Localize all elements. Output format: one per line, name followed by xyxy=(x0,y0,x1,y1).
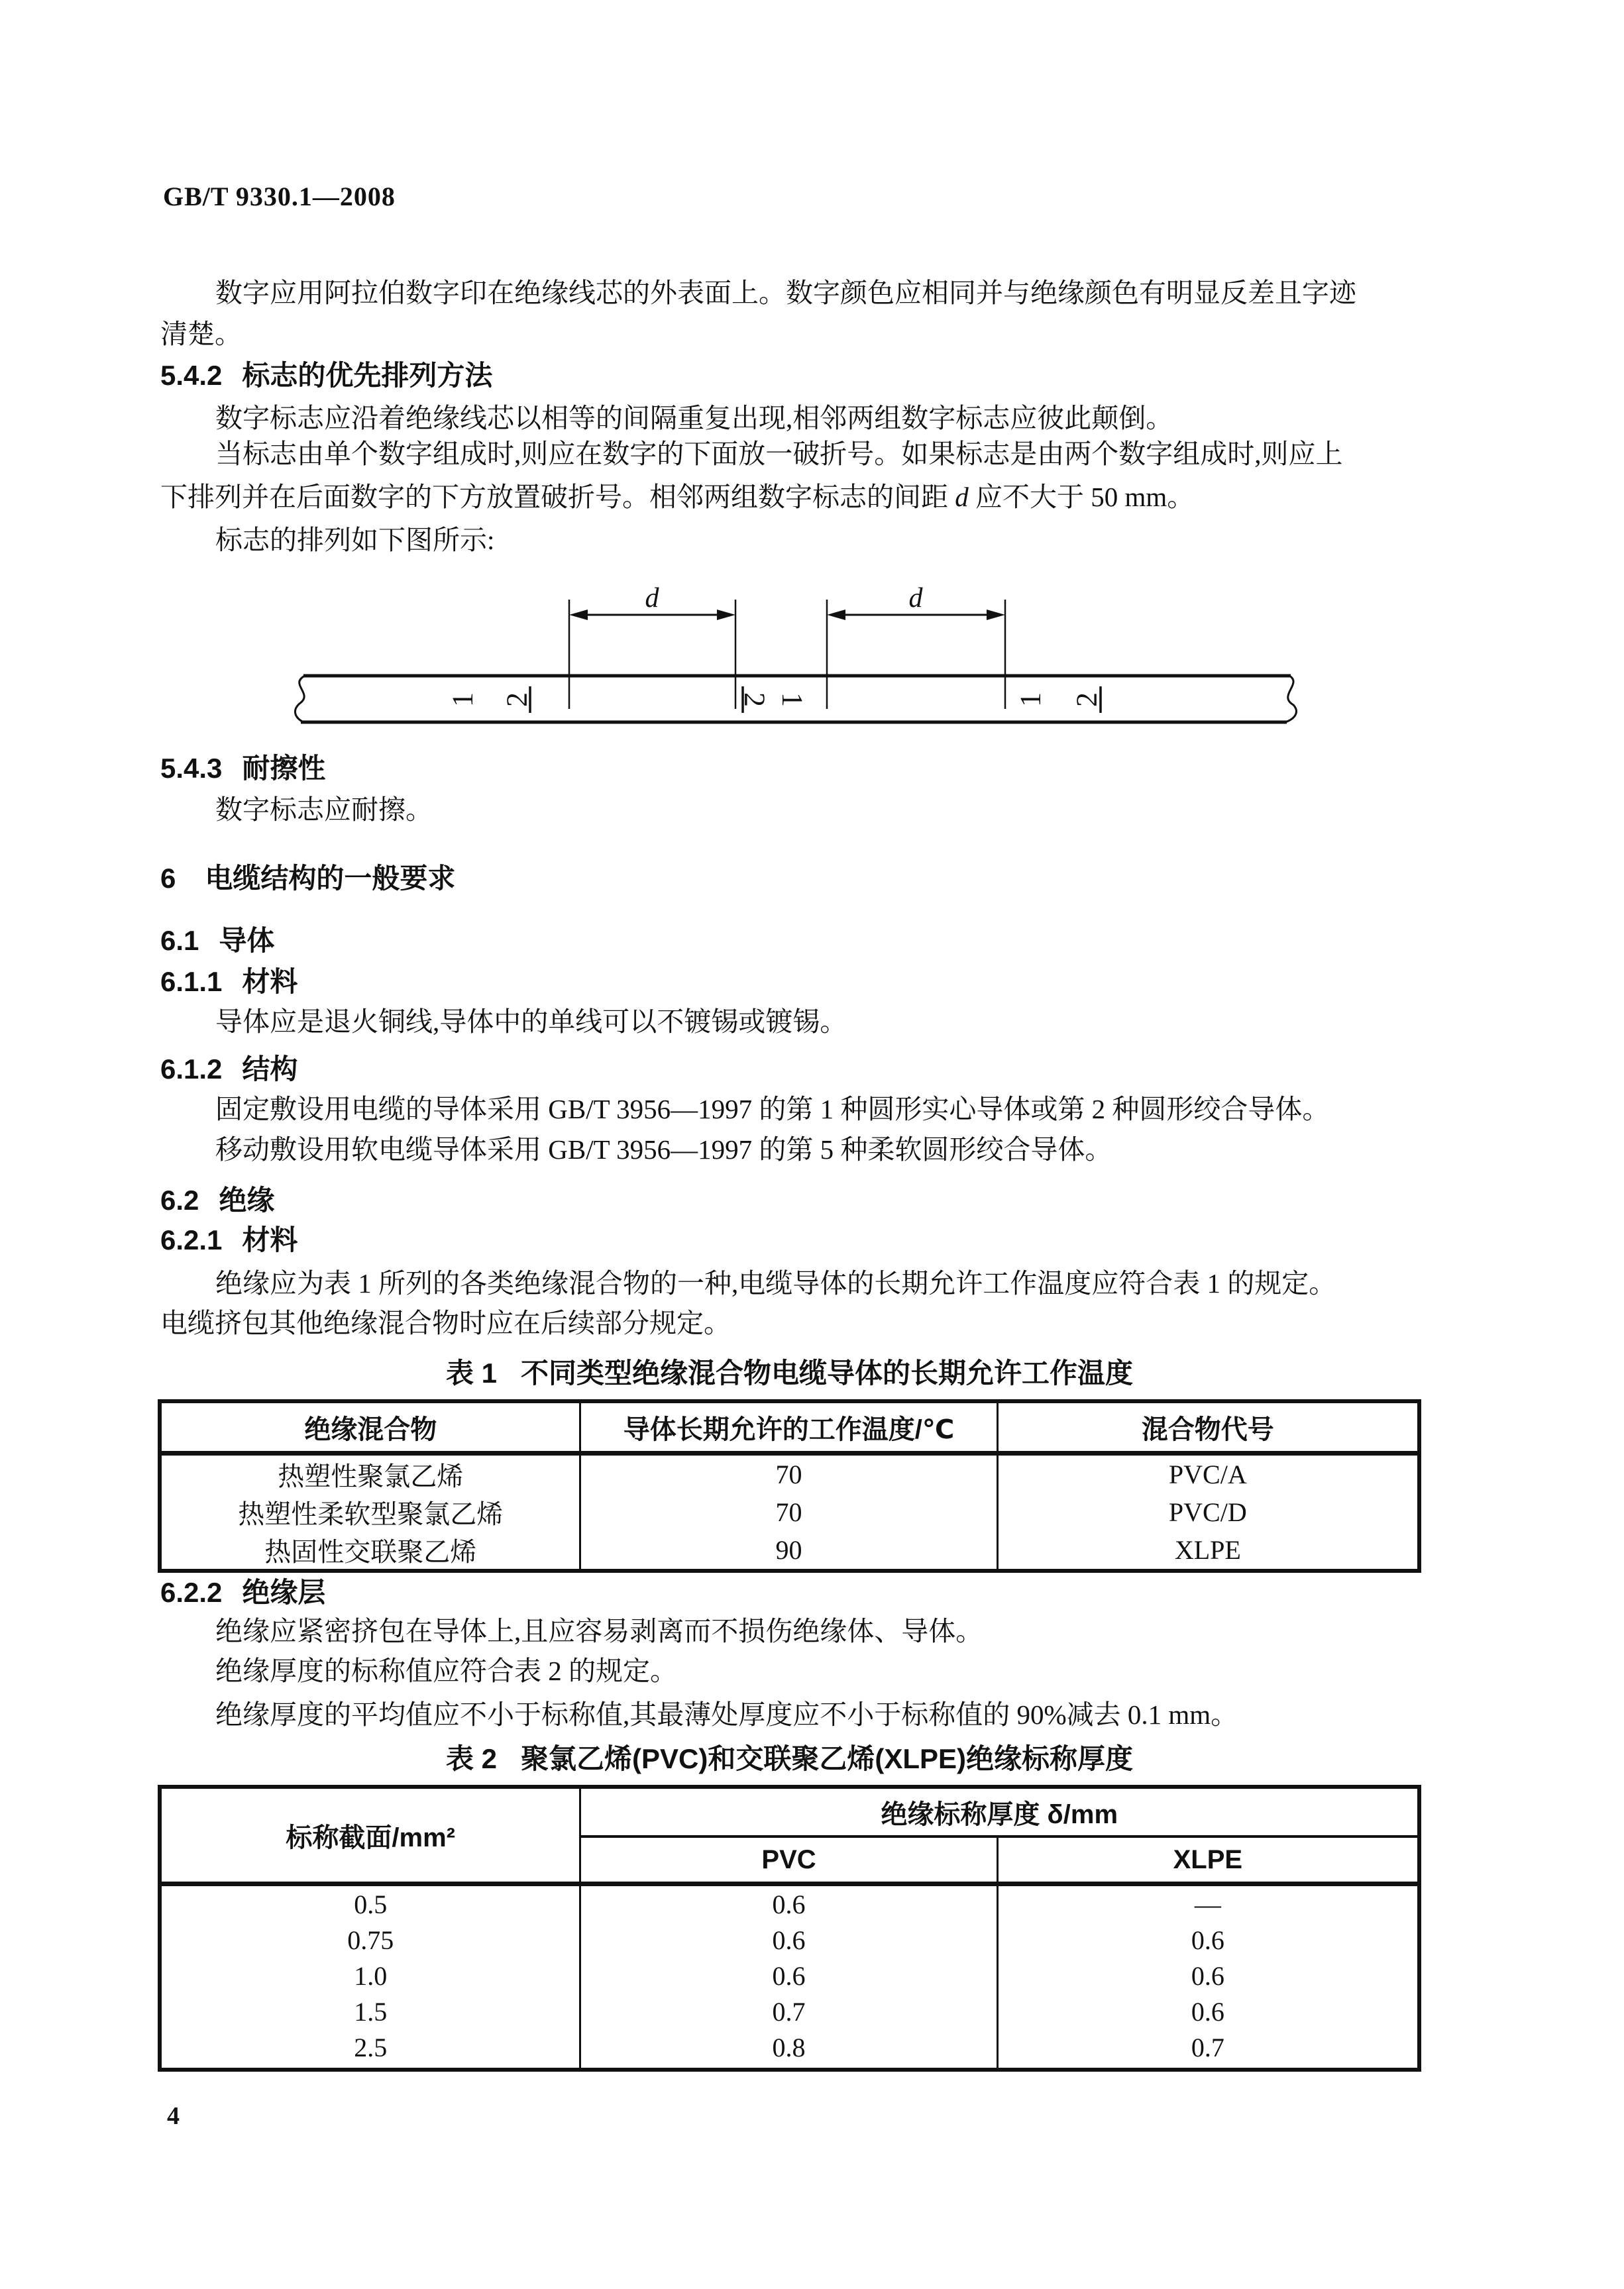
heading-title: 标志的优先排列方法 xyxy=(242,360,493,391)
table-cell: 0.8 xyxy=(580,2029,997,2070)
cable-digit: 2 xyxy=(738,692,771,707)
table-cell: 1.5 xyxy=(354,1996,388,2027)
paragraph-conductor: 导体应是退火铜线,导体中的单线可以不镀锡或镀锡。 xyxy=(215,1006,847,1037)
dash-line2-post: 应不大于 50 mm。 xyxy=(968,482,1195,512)
table-insulation-thickness xyxy=(158,1785,1421,2072)
table-cell: 0.6 xyxy=(997,1958,1419,1994)
heading-6-1-1 xyxy=(160,965,298,1000)
table-cell: 0.6 xyxy=(997,1922,1419,1958)
table-row xyxy=(160,1958,1419,1994)
arrowhead-icon xyxy=(569,610,588,620)
dash-line2-pre: 下排列并在后面数字的下方放置破折号。相邻两组数字标志的间距 xyxy=(160,482,955,512)
table-row xyxy=(160,1884,1419,1923)
heading-title: 材料 xyxy=(242,966,298,997)
table-row xyxy=(160,1994,1419,2029)
table-cell: PVC/A xyxy=(997,1454,1419,1494)
paragraph-dash-line2 xyxy=(160,480,1194,514)
paragraph-fixed-cable: 固定敷设用电缆的导体采用 GB/T 3956—1997 的第 1 种圆形实心导体或第 2 种圆形绞合导体。 xyxy=(215,1094,1330,1124)
cable-digit: 1 xyxy=(1014,692,1047,707)
table-cell: PVC/D xyxy=(997,1493,1419,1531)
heading-6-2-2 xyxy=(160,1575,325,1611)
table-cell: 0.75 xyxy=(347,1925,394,1955)
heading-title: 绝缘 xyxy=(219,1185,275,1216)
table-cell: 70 xyxy=(580,1493,997,1531)
cable-digit: 2 xyxy=(500,692,533,707)
table-cell: — xyxy=(997,1884,1419,1923)
table-cell: 热固性交联聚乙烯 xyxy=(264,1537,477,1567)
heading-number: 5.4.2 xyxy=(160,360,223,391)
cable-left-end xyxy=(295,676,305,722)
paragraph-mobile-cable: 移动敷设用软电缆导体采用 GB/T 3956—1997 的第 5 种柔软圆形绞合导体。 xyxy=(215,1134,1112,1165)
table2-title-label: 表 2 xyxy=(445,1743,497,1774)
table-cell: 0.6 xyxy=(580,1884,997,1923)
paragraph-durable: 数字标志应耐擦。 xyxy=(215,794,433,825)
table-cell: XLPE xyxy=(997,1531,1419,1571)
dimension-label-d: d xyxy=(908,583,923,613)
table-row xyxy=(160,1493,1419,1531)
heading-6-1 xyxy=(160,924,274,959)
table-cell: 0.7 xyxy=(580,1994,997,2029)
heading-5-4-2 xyxy=(160,358,492,394)
table-cell: 0.5 xyxy=(354,1889,388,1919)
column-header-xlpe: XLPE xyxy=(997,1837,1419,1884)
paragraph-marking-line2: 清楚。 xyxy=(160,319,242,349)
heading-title: 材料 xyxy=(242,1224,298,1255)
table-cell: 0.7 xyxy=(997,2029,1419,2070)
heading-6-1-2 xyxy=(160,1052,298,1087)
heading-number: 6 xyxy=(160,863,176,894)
heading-number: 6.1.2 xyxy=(160,1053,223,1085)
table-working-temperature xyxy=(158,1399,1421,1573)
heading-title: 结构 xyxy=(242,1053,298,1085)
paragraph-marking-line1: 数字应用阿拉伯数字印在绝缘线芯的外表面上。数字颜色应相同并与绝缘颜色有明显反差且字迹 xyxy=(215,278,1356,308)
arrowhead-icon xyxy=(717,610,735,620)
cable-marking-figure xyxy=(292,583,1325,749)
arrowhead-icon xyxy=(987,610,1005,620)
table-cell: 1.0 xyxy=(354,1960,388,1991)
table-cell: 90 xyxy=(580,1531,997,1571)
table-row xyxy=(160,1922,1419,1958)
heading-title: 导体 xyxy=(219,925,275,956)
table-row xyxy=(160,2029,1419,2070)
heading-number: 6.1.1 xyxy=(160,966,223,997)
column-header: 导体长期允许的工作温度/℃ xyxy=(580,1401,997,1454)
paragraph-layer-line3: 绝缘厚度的平均值应不小于标称值,其最薄处厚度应不小于标称值的 90%减去 0.1 mm。 xyxy=(215,1699,1238,1730)
table-row xyxy=(160,1454,1419,1494)
paragraph-layer-line2: 绝缘厚度的标称值应符合表 2 的规定。 xyxy=(215,1656,677,1686)
dimension-label-d: d xyxy=(645,583,659,613)
table2-title-text: 聚氯乙烯(PVC)和交联聚乙烯(XLPE)绝缘标称厚度 xyxy=(521,1743,1134,1774)
column-header-cross-section: 标称截面/mm² xyxy=(160,1787,580,1884)
heading-6 xyxy=(160,861,455,896)
table-cell: 2.5 xyxy=(354,2032,388,2062)
table-cell: 热塑性聚氯乙烯 xyxy=(278,1462,464,1491)
table-cell: 0.6 xyxy=(997,1994,1419,2029)
cable-digit: 1 xyxy=(446,692,479,707)
table-cell: 0.6 xyxy=(580,1922,997,1958)
page-number: 4 xyxy=(167,2102,180,2130)
heading-number: 6.2.1 xyxy=(160,1224,223,1255)
paragraph-dash-line1: 当标志由单个数字组成时,则应在数字的下面放一破折号。如果标志是由两个数字组成时,则应上 xyxy=(215,439,1343,469)
arrowhead-icon xyxy=(827,610,845,620)
heading-title: 耐擦性 xyxy=(242,753,326,784)
table1-title-label: 表 1 xyxy=(445,1357,497,1389)
paragraph-insulation-line2: 电缆挤包其他绝缘混合物时应在后续部分规定。 xyxy=(160,1308,731,1338)
table1-title-text: 不同类型绝缘混合物电缆导体的长期允许工作温度 xyxy=(521,1357,1134,1389)
cable-digit: 1 xyxy=(776,692,809,707)
heading-6-2 xyxy=(160,1183,274,1218)
table-header-row xyxy=(160,1401,1419,1454)
column-header-thickness: 绝缘标称厚度 δ/mm xyxy=(580,1787,1419,1837)
paragraph-sequence: 数字标志应沿着绝缘线芯以相等的间隔重复出现,相邻两组数字标志应彼此颠倒。 xyxy=(215,403,1173,433)
cable-right-end xyxy=(1285,676,1296,722)
column-header-pvc: PVC xyxy=(580,1837,997,1884)
table1-title xyxy=(158,1352,1421,1391)
paragraph-figure-intro: 标志的排列如下图所示: xyxy=(215,525,495,555)
heading-number: 5.4.3 xyxy=(160,753,223,784)
heading-title: 电缆结构的一般要求 xyxy=(205,863,456,894)
paragraph-insulation-line1: 绝缘应为表 1 所列的各类绝缘混合物的一种,电缆导体的长期允许工作温度应符合表 1 的规定。 xyxy=(215,1268,1336,1299)
table-cell: 0.6 xyxy=(580,1958,997,1994)
table-row xyxy=(160,1531,1419,1571)
table-cell: 热塑性柔软型聚氯乙烯 xyxy=(238,1499,504,1529)
paragraph-layer-line1: 绝缘应紧密挤包在导体上,且应容易剥离而不损伤绝缘体、导体。 xyxy=(215,1616,983,1646)
heading-number: 6.2 xyxy=(160,1185,199,1216)
table-header-row xyxy=(160,1787,1419,1837)
heading-number: 6.1 xyxy=(160,925,199,956)
cable-digit: 2 xyxy=(1070,692,1103,707)
heading-6-2-1 xyxy=(160,1223,298,1258)
table2-title xyxy=(158,1737,1421,1777)
variable-d: d xyxy=(955,482,969,512)
heading-number: 6.2.2 xyxy=(160,1577,223,1608)
heading-5-4-3 xyxy=(160,751,325,786)
heading-title: 绝缘层 xyxy=(242,1577,326,1608)
column-header: 绝缘混合物 xyxy=(160,1401,580,1454)
table-cell: 70 xyxy=(580,1454,997,1494)
column-header: 混合物代号 xyxy=(997,1401,1419,1454)
doc-number: GB/T 9330.1—2008 xyxy=(163,182,396,211)
